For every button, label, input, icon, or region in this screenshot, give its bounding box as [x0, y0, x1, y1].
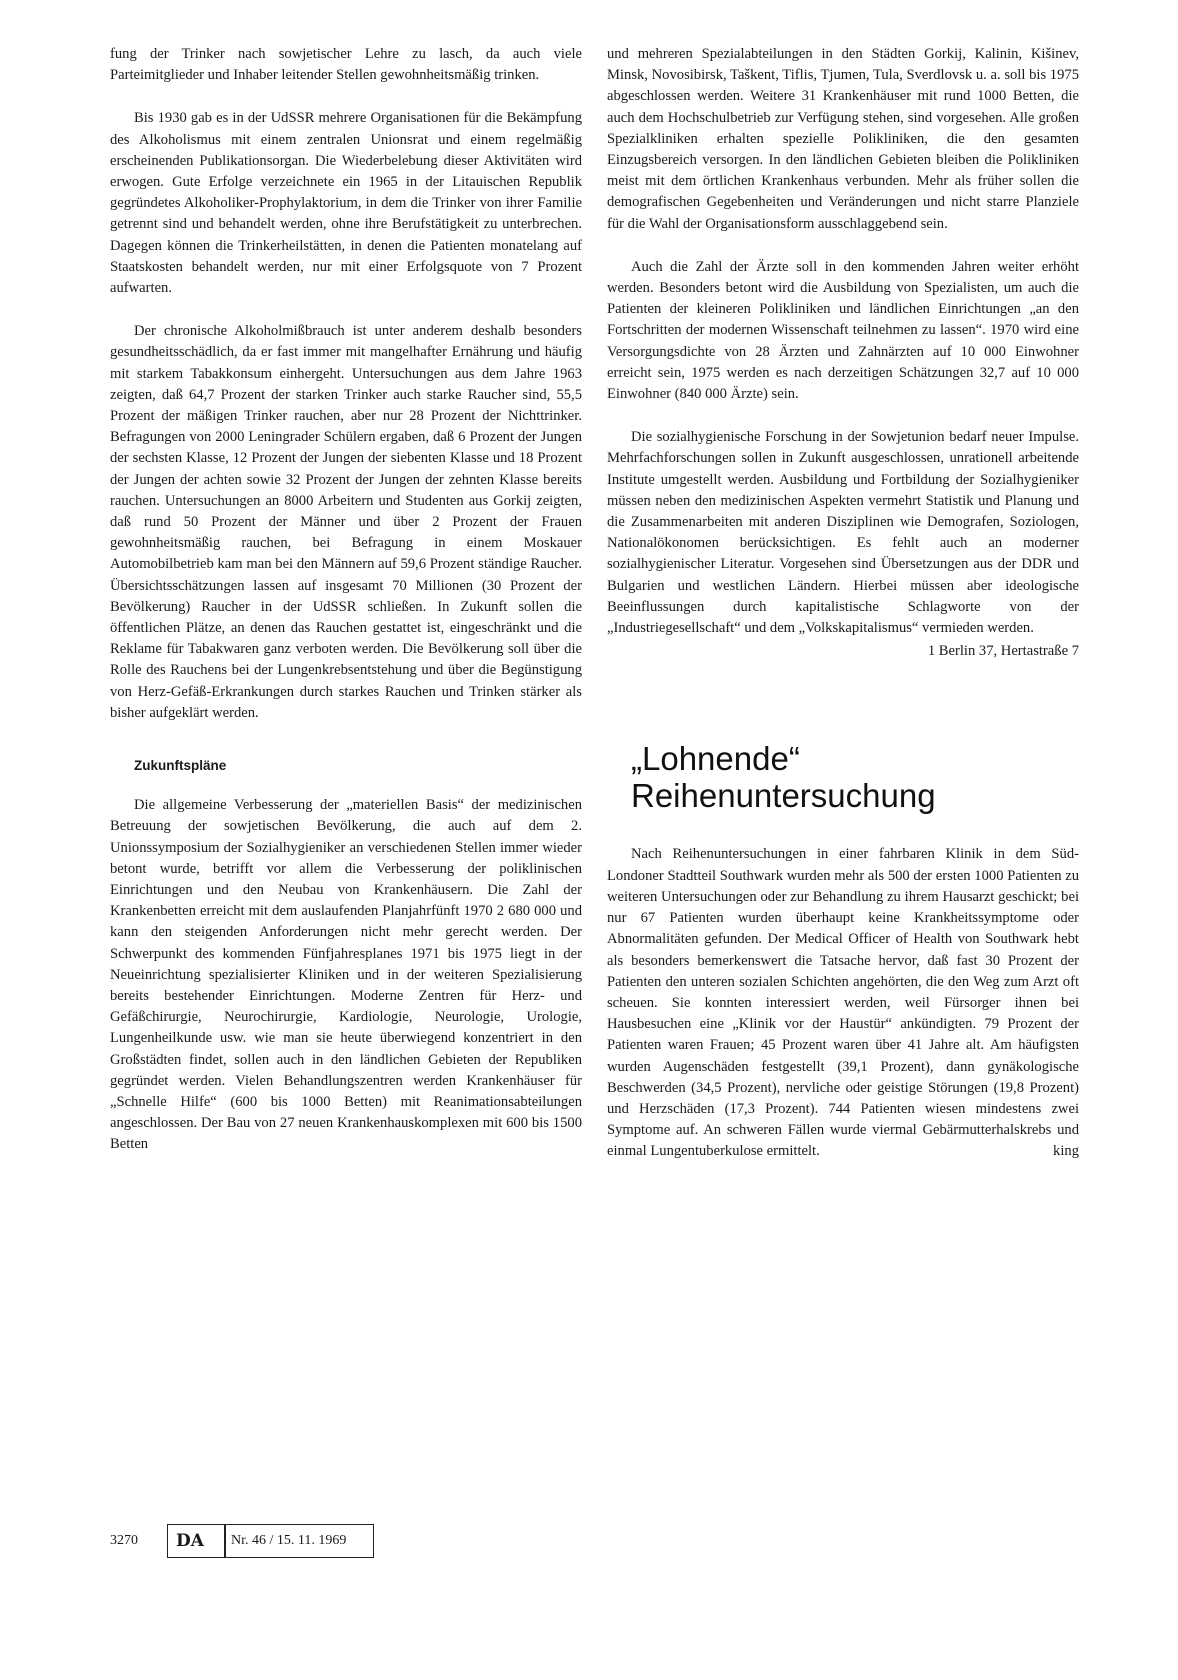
paragraph: fung der Trinker nach sowjetischer Lehre zu lasch, da auch viele Parteimitglieder und Inhaber leitender Stellen gewohnheitsmäßig trinken. — [110, 46, 582, 84]
paragraph: Die allgemeine Verbesserung der „materiellen Basis“ der medizinischen Betreuung der sowjetischen Bevölkerung, die auch auf dem 2. Unionssymposium der Sozialhygieniker an verschiedenen Stellen immer wieder betont wurde, betrifft vor allem die Verbesserung der poliklinischen Einrichtungen und den Neubau von Krankenhäusern. Die Zahl der Krankenbetten erreicht mit dem auslaufenden Planjahrfünft 1970 2 680 000 und kann den steigenden Anforderungen nicht mehr gerecht werden. Der Schwerpunkt des kommenden Fünfjahresplanes 1971 bis 1975 liegt in der Neueinrichtung spezialisierter Kliniken und in der weiteren Spezialisierung bereits bestehender Einrichtungen. Moderne Zentren für Herz- und Gefäßchirurgie, Neurochirurgie, Kardiologie, Neurologie, Urologie, Lungenheilkunde usw. wie man sie heute überwiegend konzentriert in den Großstädten findet, sollen auch in den ländlichen Gebieten der Republiken gegründet werden. Vielen Behandlungszentren werden Krankenhäuser für „Schnelle Hilfe“ (600 bis 1000 Betten) mit Reanimationsabteilungen angeschlossen. Der Bau von 27 neuen Krankenhauskomplexen mit 600 bis 1500 Betten — [110, 797, 582, 1153]
page-number: 3270 — [110, 1533, 138, 1548]
section-heading: Zukunftspläne — [134, 758, 227, 774]
paragraph: Auch die Zahl der Ärzte soll in den kommenden Jahren weiter erhöht werden. Besonders betont wird die Ausbildung von Spezialisten, um auch die Patienten der kleineren Polikliniken und ländlichen Einrichtungen „an den Fortschritten der modernen Wissenschaft teilnehmen zu lassen“. 1970 wird eine Versorgungsdichte von 28 Ärzten und Zahnärzten auf 10 000 Einwohner erreicht sein, 1975 werden es nach derzeitigen Schätzungen 32,7 auf 10 000 Einwohner (840 000 Ärzte) sein. — [607, 258, 1079, 403]
article-signature: king — [1053, 1143, 1079, 1160]
author-address: 1 Berlin 37, Hertastraße 7 — [927, 643, 1079, 660]
paragraph: und mehreren Spezialabteilungen in den Städten Gorkij, Kalinin, Kišinev, Minsk, Novosibirsk, Taškent, Tiflis, Tjumen, Tula, Sverdlovsk u. a. soll bis 1975 abgeschlossen werden. Weitere 31 Krankenhäuser mit rund 1000 Betten, die auch dem Hochschulbetrieb zur Verfügung stehen, sind vorgesehen. Alle großen Spezialkliniken erhalten spezielle Polikliniken, die den gesamten Einzugsbereich versorgen. In den ländlichen Gebieten bleiben die Polikliniken meist mit dem örtlichen Krankenhaus verbunden. Mehr als früher sollen die demografischen Gegebenheiten und Veränderungen und nicht starre Planziele für die Wahl der Organisationsform ausschlaggebend sein. — [607, 46, 1079, 232]
journal-logo: DA — [176, 1531, 204, 1551]
article-title-line: Reihenuntersuchung — [631, 777, 936, 815]
right-column — [607, 44, 1079, 1163]
paragraph: Der chronische Alkoholmißbrauch ist unter anderem deshalb besonders gesundheitsschädlich, da er fast immer mit mangelhafter Ernährung und häufig mit starkem Tabakkonsum einhergeht. Untersuchungen aus dem Jahre 1963 zeigten, daß 64,7 Prozent der starken Trinker auch starke Raucher sind, 55,5 Prozent der mäßigen Trinker rauchen, aber nur 28 Prozent der Nichttrinker. Befragungen von 2000 Leningrader Schülern ergaben, daß 6 Prozent der Jungen der sechsten Klasse, 12 Prozent der Jungen der siebenten Klasse und 18 Prozent der Jungen der achten sowie 32 Prozent der Jungen der zehnten Klasse bereits rauchen. Untersuchungen an 8000 Arbeitern und Studenten aus Gorkij zeigten, daß rund 50 Prozent der Männer und über 2 Prozent der Frauen gewohnheitsmäßig rauchen, bei Befragung in einem Moskauer Automobilbetrieb kam man bei den Männern auf 59,6 Prozent ständige Raucher. Übersichtsschätzungen lassen auf insgesamt 70 Millionen (30 Prozent der Bevölkerung) Raucher in der UdSSR schließen. In Zukunft sollen die öffentlichen Plätze, an denen das Rauchen gestattet ist, eingeschränkt und die Reklame für Tabakwaren ganz verboten werden. Die Bevölkerung soll über die Rolle des Rauchens bei der Lungenkrebsentstehung und über die Begünstigung von Herz-Gefäß-Erkrankungen durch starkes Rauchen und Trinken stärker als bisher aufgeklärt werden. — [110, 323, 582, 721]
article-title — [631, 740, 1079, 814]
article-body-text: Nach Reihenuntersuchungen in einer fahrbaren Klinik in dem Süd-Londoner Stadtteil Southwark wurden mehr als 500 der ersten 1000 Patienten zu weiteren Untersuchungen oder zur Behandlung zu ihrem Hausarzt geschickt; bei nur 67 Patienten wurden überhaupt keine Krankheitssymptome oder Abnormalitäten gefunden. Der Medical Officer of Health von Southwark hebt als besonders bemerkenswert die Tatsache hervor, daß fast 30 Prozent der Patienten den unteren sozialen Schichten angehörten, die den Weg zum Arzt oft scheuen. Sie konnten interessiert werden, weil Fürsorger ihnen bei Hausbesuchen eine „Klinik vor der Haustür“ ankündigten. 79 Prozent der Patienten waren Frauen; 45 Prozent waren über 41 Jahre alt. Am häufigsten wurden Augenschäden festgestellt (39,1 Prozent), dann gynäkologische Beschwerden (34,5 Prozent), nervliche oder geistige Störungen (19,8 Prozent) und Herzschäden (17,3 Prozent). 744 Patienten wiesen mindestens zwei Symptome auf. An schweren Fällen wurde viermal Gebärmutterhalskrebs und einmal Lungentuberkulose ermittelt. — [607, 846, 1079, 1160]
journal-box — [167, 1524, 374, 1558]
article-title-line: „Lohnende“ — [631, 740, 800, 778]
paragraph: Bis 1930 gab es in der UdSSR mehrere Organisationen für die Bekämpfung des Alkoholismus mit einem zentralen Unionsrat und einem regelmäßig erscheinenden Publikationsorgan. Die Wiederbelebung dieser Aktivitäten wird erwogen. Gute Erfolge verzeichnete ein 1965 in der Litauischen Republik gegründetes Alkoholiker-Prophylaktorium, in dem die Trinker von ihrer Familie getrennt sind und behandelt werden, ohne ihre Berufstätigkeit zu unterbrechen. Dagegen können die Trinkerheilstätten, in denen die Patienten monatelang auf Staatskosten behandelt werden, nur mit einer Erfolgsquote von 7 Prozent aufwarten. — [110, 110, 582, 297]
issue-label: Nr. 46 / 15. 11. 1969 — [231, 1533, 347, 1548]
left-column — [110, 44, 582, 1156]
article-body — [607, 844, 1079, 1162]
paragraph: Die sozialhygienische Forschung in der Sowjetunion bedarf neuer Impulse. Mehrfachforschungen sollen in Zukunft ausgeschlossen, unrationell arbeitende Institute umgestellt werden. Ausbildung und Fortbildung der Sozialhygieniker müssen neben den medizinischen Aspekten vermehrt Statistik und Planung und die Zusammenarbeiten mit anderen Disziplinen wie Demografen, Soziologen, Nationalökonomen berücksichtigen. Es fehlt auch an moderner sozialhygienischer Literatur. Vorgesehen sind Übersetzungen aus der DDR und Bulgarien und westlichen Ländern. Hierbei müssen aber ideologische Beeinflussungen durch kapitalistische Schlagworte von der „Industriegesellschaft“ und dem „Volkskapitalismus“ vermieden werden. — [607, 429, 1079, 637]
divider — [224, 1525, 226, 1557]
